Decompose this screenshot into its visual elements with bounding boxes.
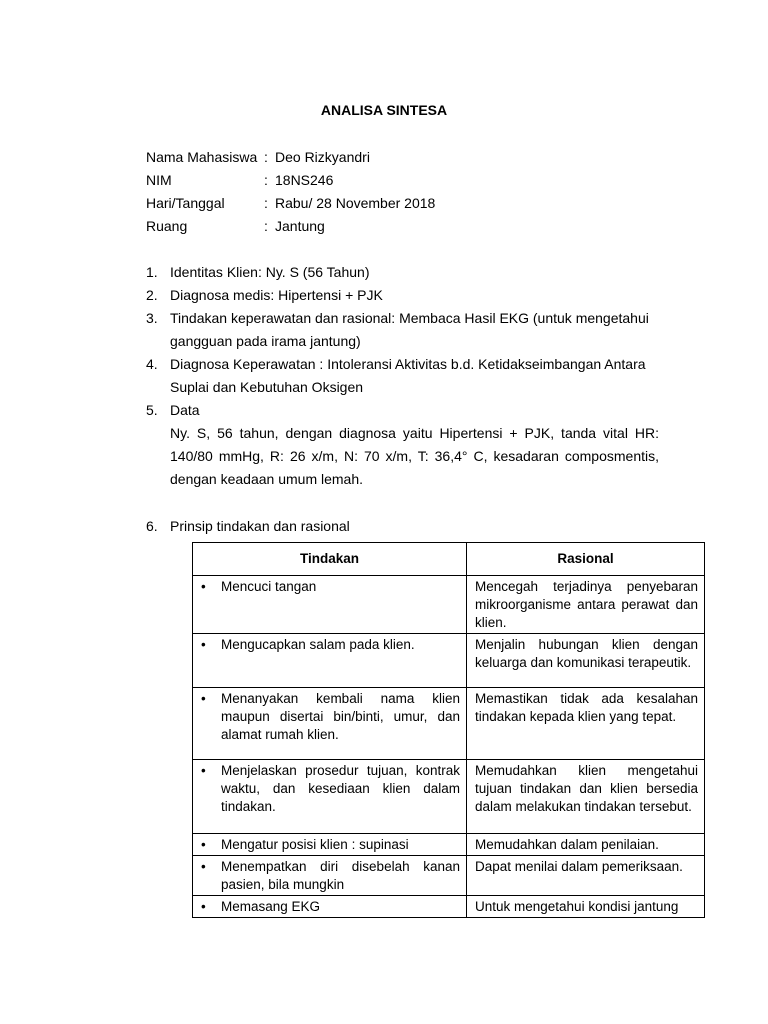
table-row — [193, 896, 705, 918]
tindakan-cell — [193, 834, 467, 856]
item-number: 5. — [146, 402, 158, 418]
table-row — [193, 760, 705, 834]
info-separator: : — [264, 172, 268, 188]
tindakan-cell — [193, 856, 467, 896]
column-header-tindakan: Tindakan — [193, 543, 467, 576]
list-item — [146, 515, 350, 538]
rasional-cell — [467, 688, 705, 760]
tindakan-text: Menjelaskan prosedur tujuan, kontrak waktu, dan kesediaan klien dalam tindakan. — [221, 763, 460, 814]
list-item — [146, 261, 659, 284]
info-row-name — [146, 146, 435, 169]
document-title: ANALISA SINTESA — [320, 102, 448, 118]
tindakan-cell — [193, 576, 467, 634]
info-row-room — [146, 215, 435, 238]
info-label: NIM — [146, 172, 172, 188]
prinsip-table — [192, 542, 705, 918]
info-value: Rabu/ 28 November 2018 — [275, 195, 436, 211]
rasional-text: Untuk mengetahui kondisi jantung — [475, 899, 679, 914]
rasional-text: Mencegah terjadinya penyebaran mikroorganisme antara perawat dan klien. — [475, 579, 698, 630]
list-item — [146, 353, 659, 399]
rasional-cell — [467, 634, 705, 688]
item-text: Data — [170, 402, 200, 418]
numbered-list — [146, 261, 659, 491]
item-number: 4. — [146, 356, 158, 372]
rasional-text: Memastikan tidak ada kesalahan tindakan kepada klien yang tepat. — [475, 691, 698, 724]
tindakan-cell — [193, 688, 467, 760]
bullet-icon: • — [201, 579, 206, 594]
info-value: 18NS246 — [275, 172, 334, 188]
column-header-rasional: Rasional — [467, 543, 705, 576]
rasional-cell — [467, 856, 705, 896]
item-number: 6. — [146, 518, 158, 534]
rasional-text: Memudahkan klien mengetahui tujuan tindakan dan klien bersedia dalam melakukan tindakan tersebut. — [475, 763, 698, 814]
tindakan-text: Menanyakan kembali nama klien maupun disertai bin/binti, umur, dan alamat rumah klien. — [221, 691, 460, 742]
rasional-cell — [467, 896, 705, 918]
item-text: Prinsip tindakan dan rasional — [170, 518, 350, 534]
tindakan-cell — [193, 896, 467, 918]
rasional-text: Menjalin hubungan klien dengan keluarga dan komunikasi terapeutik. — [475, 637, 698, 670]
info-label: Nama Mahasiswa — [146, 149, 258, 165]
bullet-icon: • — [201, 899, 206, 914]
bullet-icon: • — [201, 763, 206, 778]
tindakan-text: Mengatur posisi klien : supinasi — [221, 837, 409, 852]
info-label: Ruang — [146, 218, 188, 234]
rasional-cell — [467, 834, 705, 856]
table-row — [193, 688, 705, 760]
bullet-icon: • — [201, 837, 206, 852]
info-value: Jantung — [275, 218, 325, 234]
tindakan-cell — [193, 634, 467, 688]
info-separator: : — [264, 218, 268, 234]
item-text: Identitas Klien: Ny. S (56 Tahun) — [170, 264, 370, 280]
table-row — [193, 856, 705, 896]
tindakan-text: Menempatkan diri disebelah kanan pasien, bila mungkin — [221, 859, 460, 892]
bullet-icon: • — [201, 859, 206, 874]
item-text: Diagnosa medis: Hipertensi + PJK — [170, 287, 383, 303]
data-text: Ny. S, 56 tahun, dengan diagnosa yaitu Hipertensi + PJK, tanda vital HR: 140/80 mmHg, R: 26 x/m, N: 70 x/m, T: 36,4° C, kesadaran composmentis, dengan keadaan umum lemah. — [170, 425, 659, 487]
item-text: Diagnosa Keperawatan : Intoleransi Aktivitas b.d. Ketidakseimbangan Antara Suplai dan Kebutuhan Oksigen — [170, 356, 646, 395]
info-row-nim — [146, 169, 435, 192]
info-separator: : — [264, 195, 268, 211]
tindakan-text: Memasang EKG — [221, 899, 321, 914]
item-number — [146, 422, 170, 491]
item-number: 1. — [146, 264, 158, 280]
list-item — [146, 284, 659, 307]
rasional-cell — [467, 576, 705, 634]
tindakan-text: Mengucapkan salam pada klien. — [221, 637, 415, 652]
tindakan-text: Mencuci tangan — [221, 579, 317, 594]
item-number: 2. — [146, 287, 158, 303]
table-row — [193, 834, 705, 856]
student-info — [146, 146, 435, 238]
rasional-text: Memudahkan dalam penilaian. — [475, 837, 659, 852]
bullet-icon: • — [201, 637, 206, 652]
list-item — [146, 399, 659, 422]
list-item — [146, 307, 659, 353]
info-label: Hari/Tanggal — [146, 195, 225, 211]
rasional-cell — [467, 760, 705, 834]
tindakan-cell — [193, 760, 467, 834]
rasional-text: Dapat menilai dalam pemeriksaan. — [475, 859, 683, 874]
info-row-date — [146, 192, 435, 215]
info-value: Deo Rizkyandri — [275, 149, 370, 165]
table-header-row — [193, 543, 705, 576]
table-row — [193, 634, 705, 688]
item-number: 3. — [146, 310, 158, 326]
info-separator: : — [264, 149, 268, 165]
bullet-icon: • — [201, 691, 206, 706]
data-paragraph — [146, 422, 659, 491]
item-text: Tindakan keperawatan dan rasional: Membaca Hasil EKG (untuk mengetahui gangguan pada irama jantung) — [170, 310, 649, 349]
table-row — [193, 576, 705, 634]
